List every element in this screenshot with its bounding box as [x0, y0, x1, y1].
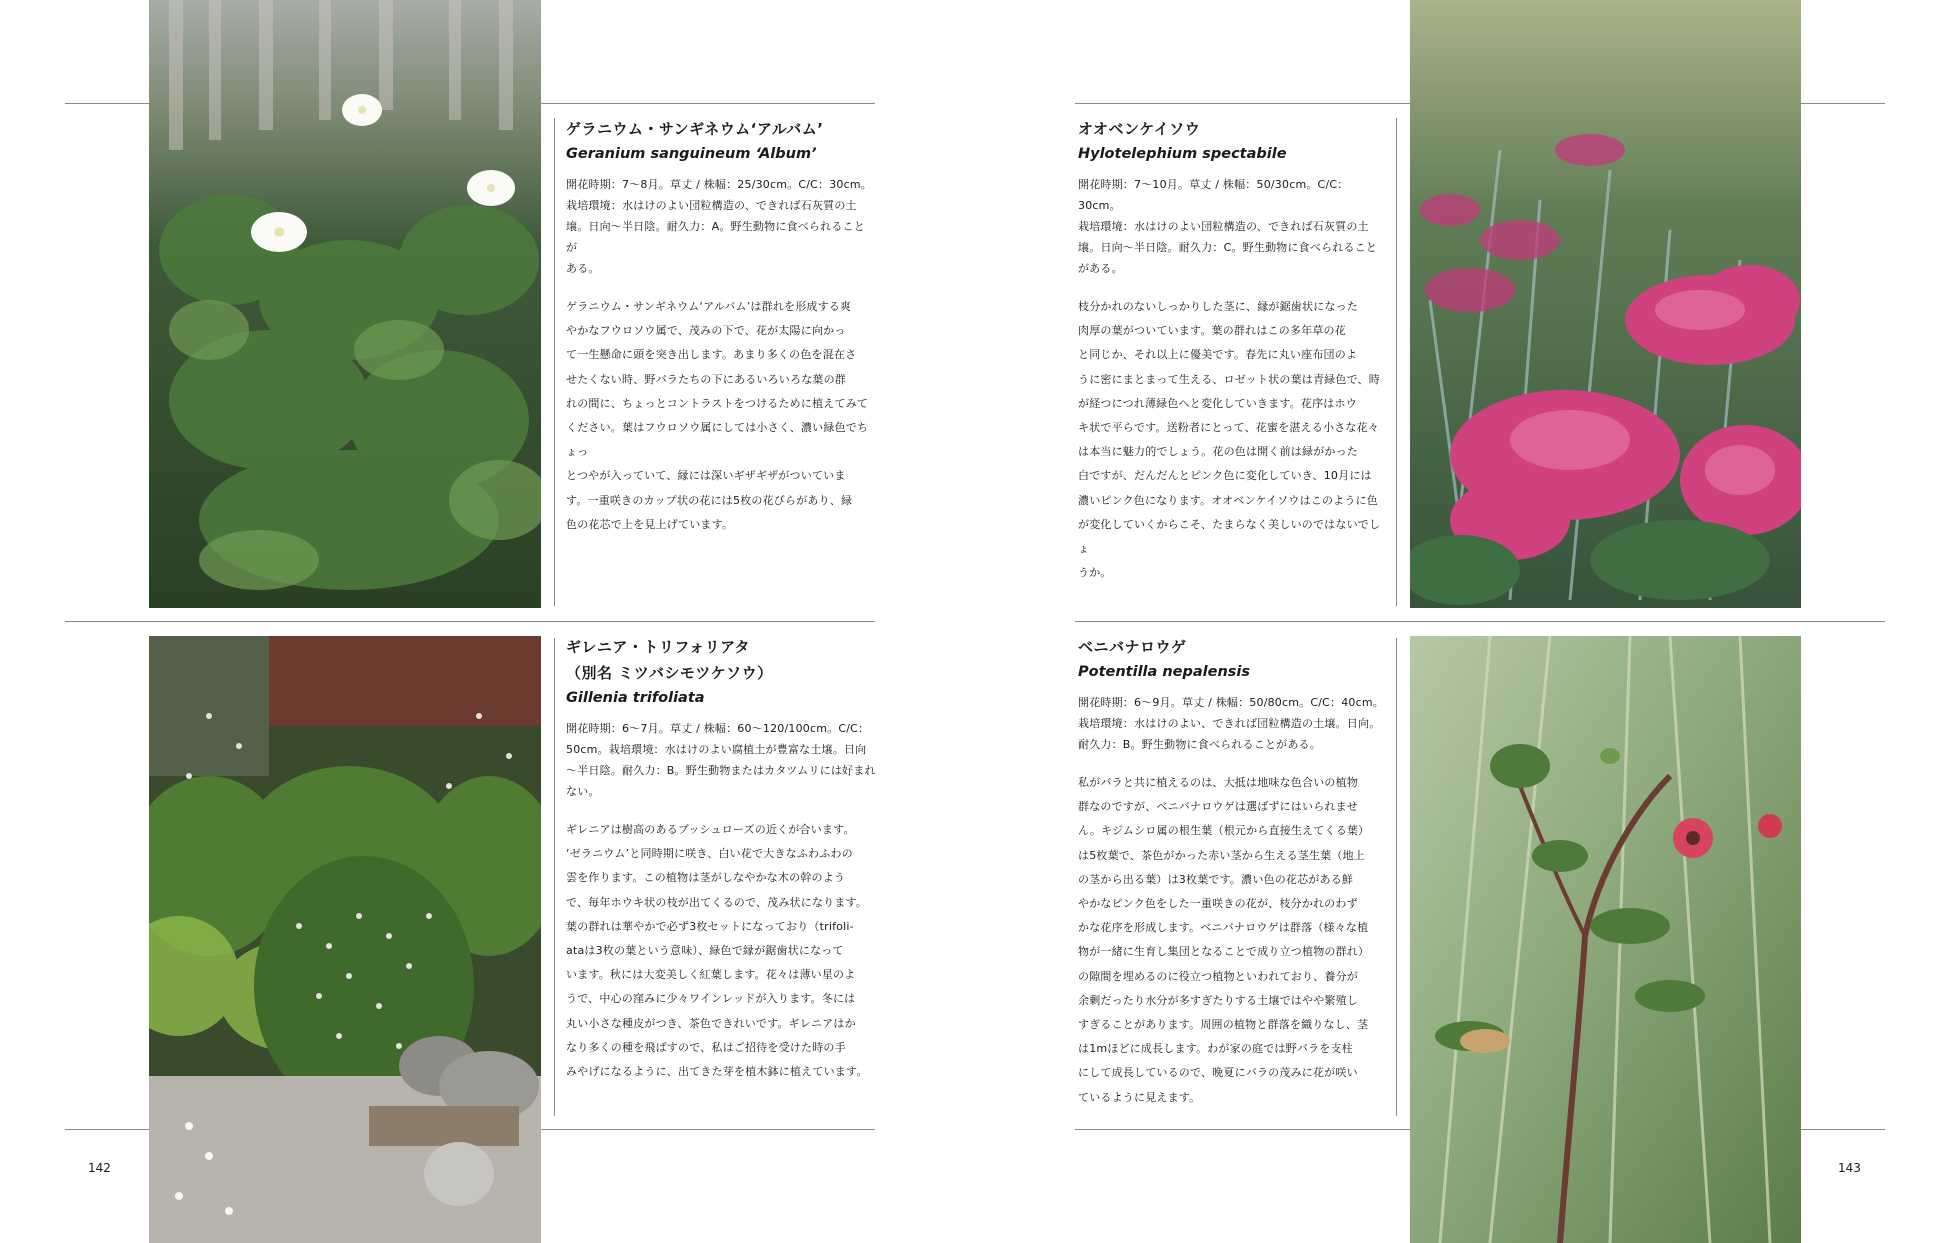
rule-middle-left	[65, 621, 875, 622]
entry-title: ゲラニウム・サンギネウム‘アルバム’	[566, 120, 824, 138]
description: 私がバラと共に植えるのは、大抵は地味な色合いの植物 群なのですが、ベニバナロウゲは選ばずにはいられませ ん。キジムシロ属の根生葉（根元から直接生えてくる葉） は5枚葉で、茶色がかった赤い茎から生える茎生葉（地上 の茎から出る葉）は3枚葉です。濃い色の花芯がある鮮 やかなピンク色をした一重咲きの花が、枝分かれのわず かな花序を形成します。ベニバナロウゲは群落（様々な植 物が一緒に生育し集団となることで成り立つ植物の群れ） の隙間を埋めるのに役立つ植物といわれており、養分が 余剰だったり水分が多すぎたりする土壌ではやや繁殖し すぎることがあります。周囲の植物と群落を織りなし、茎 は1mほどに成長します。わが家の庭では野バラを支柱 にして成長しているので、晩夏にバラの茂みに花が咲い ているように見えます。	[1078, 776, 1370, 1104]
vrule-potentilla	[1396, 638, 1397, 1116]
rule-middle-right	[1075, 621, 1885, 622]
photo-sedum	[1410, 0, 1801, 608]
growing-specs: 開花時期：7～8月。草丈 / 株幅：25/30cm。C/C：30cm。 栽培環境：水はけのよい団粒構造の、できれば石灰質の土 壌。日向～半日陰。耐久力：A。野生動物に食べられることが ある。	[566, 178, 872, 275]
entry-gillenia	[566, 634, 876, 1084]
entry-title: オオベンケイソウ	[1078, 120, 1201, 138]
growing-specs: 開花時期：6～7月。草丈 / 株幅：60～120/100cm。C/C： 50cm。栽培環境：水はけのよい腐植土が豊富な土壌。日向 ～半日陰。耐久力：B。野生動物またはカタツムリには好まれ ない。	[566, 722, 876, 798]
vrule-gillenia	[554, 638, 555, 1116]
description: 枝分かれのないしっかりした茎に、縁が鋸歯状になった 肉厚の葉がついています。葉の群れはこの多年草の花 と同じか、それ以上に優美です。春先に丸い座布団のよ うに密にまとまって生える、ロゼット状の葉は青緑色で、時 が経つにつれ薄緑色へと変化していきます。花序はホウ キ状で平らです。送粉者にとって、花蜜を湛える小さな花々 は本当に魅力的でしょう。花の色は開く前は緑がかった 白ですが、だんだんとピンク色に変化していき、10月には 濃いピンク色になります。オオベンケイソウはこのように色 が変化していくからこそ、たまらなく美しいのではないでしょ うか。	[1078, 300, 1381, 580]
latin-name: Gillenia trifoliata	[566, 690, 705, 706]
entry-title: ギレニア・トリフォリアタ （別名 ミツバシモツケソウ）	[566, 638, 773, 682]
description: ギレニアは樹高のあるブッシュローズの近くが合います。 ‘ゼラニウム’と同時期に咲き、白い花で大きなふわふわの 雲を作ります。この植物は茎がしなやかな木の幹のよう で、毎年ホウキ状の枝が出てくるので、茂み状になります。 葉の群れは華やかで必ず3枚セットになっており（trifoli- ataは3枚の葉という意味）、緑色で縁が鋸歯状になって います。秋には大変美しく紅葉します。花々は薄い星のよ うで、中心の窪みに少々ワインレッドが入ります。冬には 丸い小さな種皮がつき、茶色できれいです。ギレニアはか なり多くの種を飛ばすので、私はご招待を受けた時の手 みやげになるように、出てきた芽を植木鉢に植えています。	[566, 823, 868, 1079]
latin-name: Geranium sanguineum ‘Album’	[566, 146, 817, 162]
entry-geranium	[566, 116, 876, 537]
description: ゲラニウム・サンギネウム‘アルバム’は群れを形成する爽 やかなフウロソウ属で、茂みの下で、花が太陽に向かっ て一生懸命に頭を突き出します。あまり多くの色を混在さ せたくない時、野バラたちの下にあるいろいろな葉の群 れの間に、ちょっとコントラストをつけるために植えてみて ください。葉はフウロソウ属にしては小さく、濃い緑色でちょっ とつやが入っていて、縁には深いギザギザがついていま す。一重咲きのカップ状の花には5枚の花びらがあり、緑 色の花芯で上を見上げています。	[566, 300, 869, 531]
photo-potentilla	[1410, 636, 1801, 1243]
page-number-left: 142	[88, 1161, 111, 1175]
latin-name: Hylotelephium spectabile	[1078, 146, 1287, 162]
photo-geranium	[149, 0, 541, 608]
growing-specs: 開花時期：6～9月。草丈 / 株幅：50/80cm。C/C：40cm。 栽培環境：水はけのよい、できれば団粒構造の土壌。日向。 耐久力：B。野生動物に食べられることがある。	[1078, 696, 1384, 751]
page-number-right: 143	[1838, 1161, 1861, 1175]
entry-sedum	[1078, 116, 1388, 585]
latin-name: Potentilla nepalensis	[1078, 664, 1251, 680]
entry-potentilla	[1078, 634, 1388, 1110]
growing-specs: 開花時期：7～10月。草丈 / 株幅：50/30cm。C/C：30cm。 栽培環境：水はけのよい団粒構造の、できれば石灰質の土 壌。日向～半日陰。耐久力：C。野生動物に食べられることがある。	[1078, 178, 1378, 275]
vrule-sedum	[1396, 118, 1397, 606]
vrule-geranium	[554, 118, 555, 606]
entry-title: ベニバナロウゲ	[1078, 638, 1187, 656]
photo-gillenia	[149, 636, 541, 1243]
